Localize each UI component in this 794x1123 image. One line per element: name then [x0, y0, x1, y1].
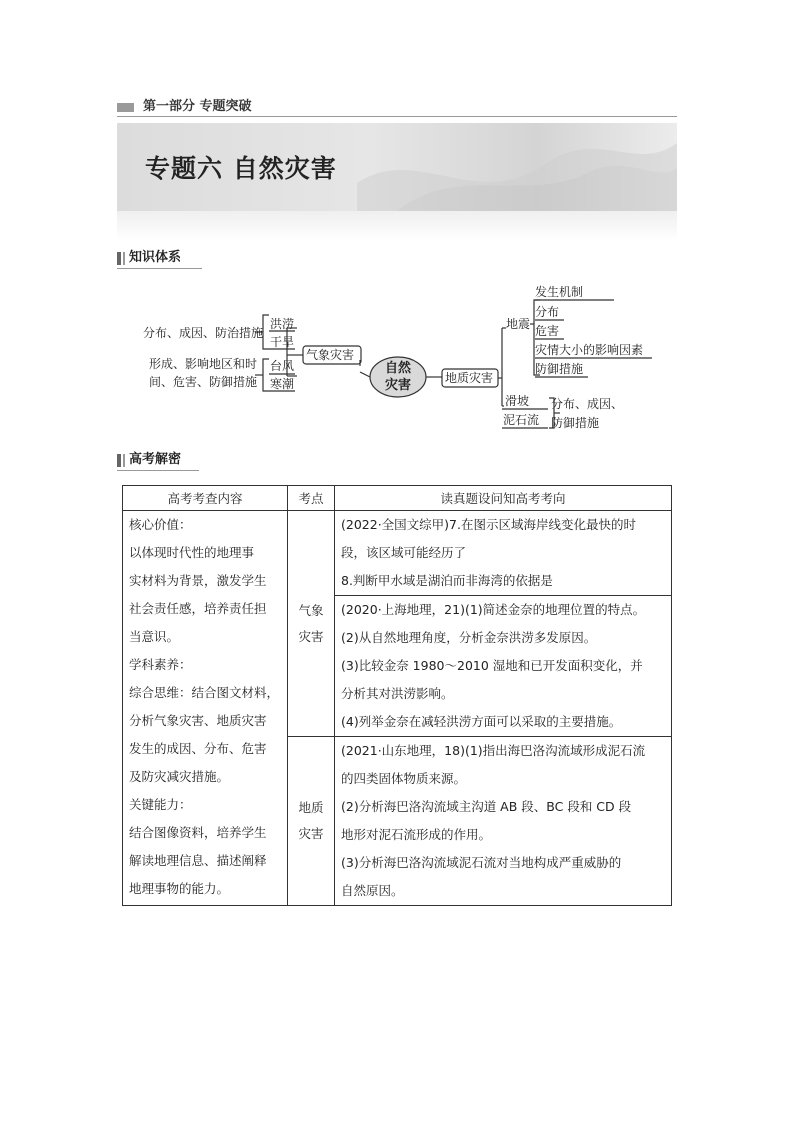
- direction-cell-geo: [335, 737, 672, 906]
- geo-branch-label: 地质灾害: [445, 371, 494, 385]
- banner-shadow: [117, 211, 677, 241]
- section-rule: [117, 470, 199, 471]
- question-line: 的四类固体物质来源。: [341, 771, 467, 786]
- question-line: 段，该区域可能经历了: [341, 545, 467, 560]
- content-line: 地理事物的能力。: [129, 881, 230, 896]
- header-content: 高考考查内容: [123, 486, 288, 511]
- section-marker-thin: [123, 252, 125, 265]
- content-line: 学科素养：: [129, 657, 192, 672]
- topic-banner: [117, 123, 677, 211]
- quake-item-mechanism: 发生机制: [535, 285, 584, 299]
- meteo-group1-note: 分布、成因、防治措施: [143, 326, 264, 340]
- point-line: 地质: [298, 800, 324, 815]
- question-line: 分析其对洪涝影响。: [341, 686, 454, 701]
- meteo-group2-note-line2: 间、危害、防御措施: [149, 375, 258, 389]
- header-point: 考点: [288, 486, 335, 511]
- slide-note-line2: 防御措施: [551, 416, 600, 430]
- quake-item-factors: 灾情大小的影响因素: [535, 343, 644, 357]
- content-cell: [123, 511, 288, 906]
- geo-item-landslide: 滑坡: [505, 394, 530, 408]
- header-direction: 读真题设问知高考考向: [335, 486, 672, 511]
- meteo-item-coldwave: 寒潮: [270, 377, 295, 391]
- section-marker-thin: [123, 454, 125, 467]
- direction-cell-meteo: [335, 511, 672, 737]
- content-line: 关键能力：: [129, 797, 192, 812]
- table-header-row: [123, 486, 672, 511]
- question-line: (2)分析海巴洛沟流域主沟道 AB 段、BC 段和 CD 段: [341, 799, 632, 814]
- content-line: 实材料为背景，激发学生: [129, 573, 267, 588]
- exam-table: [122, 485, 672, 906]
- slide-note-line1: 分布、成因、: [551, 397, 624, 411]
- topic-title: 专题六 自然灾害: [145, 154, 337, 183]
- question-line: (3)比较金奈 1980～2010 湿地和已开发面积变化，并: [341, 658, 643, 673]
- part-header: [117, 99, 677, 117]
- question-block-2020: [335, 596, 671, 736]
- section-exam-heading: [117, 451, 199, 471]
- content-line: 结合图像资料，培养学生: [129, 825, 267, 840]
- center-line-2: 灾害: [384, 378, 411, 393]
- content-line: 发生的成因、分布、危害: [129, 741, 267, 756]
- question-line: 地形对泥石流形成的作用。: [341, 827, 492, 842]
- table-row: [123, 511, 672, 737]
- question-line: (2020·上海地理，21)(1)简述金奈的地理位置的特点。: [341, 602, 646, 617]
- knowledge-diagram: [130, 280, 670, 435]
- quake-item-distribution: 分布: [535, 305, 560, 319]
- question-line: (2021·山东地理，18)(1)指出海巴洛沟流域形成泥石流: [341, 743, 646, 758]
- content-line: 当意识。: [129, 629, 180, 644]
- quake-item-hazard: 危害: [535, 324, 560, 338]
- part-marker: [117, 103, 134, 112]
- content-line: 及防灾减灾措施。: [129, 769, 230, 784]
- point-line: 气象: [298, 602, 324, 618]
- question-line: (2022·全国文综甲)7.在图示区域海岸线变化最快的时: [341, 517, 636, 532]
- content-line: 核心价值：: [129, 517, 192, 532]
- meteo-item-typhoon: 台风: [270, 359, 295, 373]
- content-line: 分析气象灾害、地质灾害: [129, 713, 267, 728]
- content-line: 解读地理信息、描述阐释: [129, 853, 267, 868]
- section-knowledge-heading: [117, 249, 202, 269]
- point-line: 灾害: [298, 826, 324, 841]
- meteo-group2-note-line1: 形成、影响地区和时: [149, 357, 258, 371]
- content-line: 以体现时代性的地理事: [129, 545, 255, 560]
- content-line: 社会责任感，培养责任担: [129, 601, 267, 616]
- question-line: (4)列举金奈在减轻洪涝方面可以采取的主要措施。: [341, 714, 622, 729]
- section-exam-title: 高考解密: [129, 452, 182, 467]
- section-rule: [117, 268, 202, 269]
- part-rule: [117, 116, 677, 117]
- meteo-branch-label: 气象灾害: [306, 348, 355, 362]
- question-line: 8.判断甲水域是湖泊而非海湾的依据是: [341, 573, 553, 588]
- diagram-center-label: [370, 360, 426, 394]
- quake-item-defense: 防御措施: [535, 362, 584, 376]
- section-marker: [117, 454, 121, 467]
- section-marker: [117, 252, 121, 265]
- point-line: 灾害: [298, 628, 324, 644]
- meteo-item-flood: 洪涝: [270, 317, 295, 331]
- geo-quake-label: 地震: [506, 317, 531, 331]
- question-line: 自然原因。: [341, 883, 404, 898]
- center-line-1: 自然: [384, 361, 411, 376]
- point-cell-geo: [288, 737, 335, 906]
- geo-item-debrisflow: 泥石流: [503, 413, 540, 427]
- meteo-item-drought: 干旱: [270, 335, 295, 349]
- question-block-2022: [335, 511, 671, 596]
- part-label: 第一部分 专题突破: [143, 99, 252, 114]
- content-line: 综合思维：结合图文材料，: [129, 685, 280, 700]
- banner-wave-decoration: [357, 123, 677, 211]
- question-line: (3)分析海巴洛沟流域泥石流对当地构成严重威胁的: [341, 855, 622, 870]
- point-cell-meteo: [288, 511, 335, 737]
- section-knowledge-title: 知识体系: [129, 250, 182, 265]
- question-line: (2)从自然地理角度，分析金奈洪涝多发原因。: [341, 630, 597, 645]
